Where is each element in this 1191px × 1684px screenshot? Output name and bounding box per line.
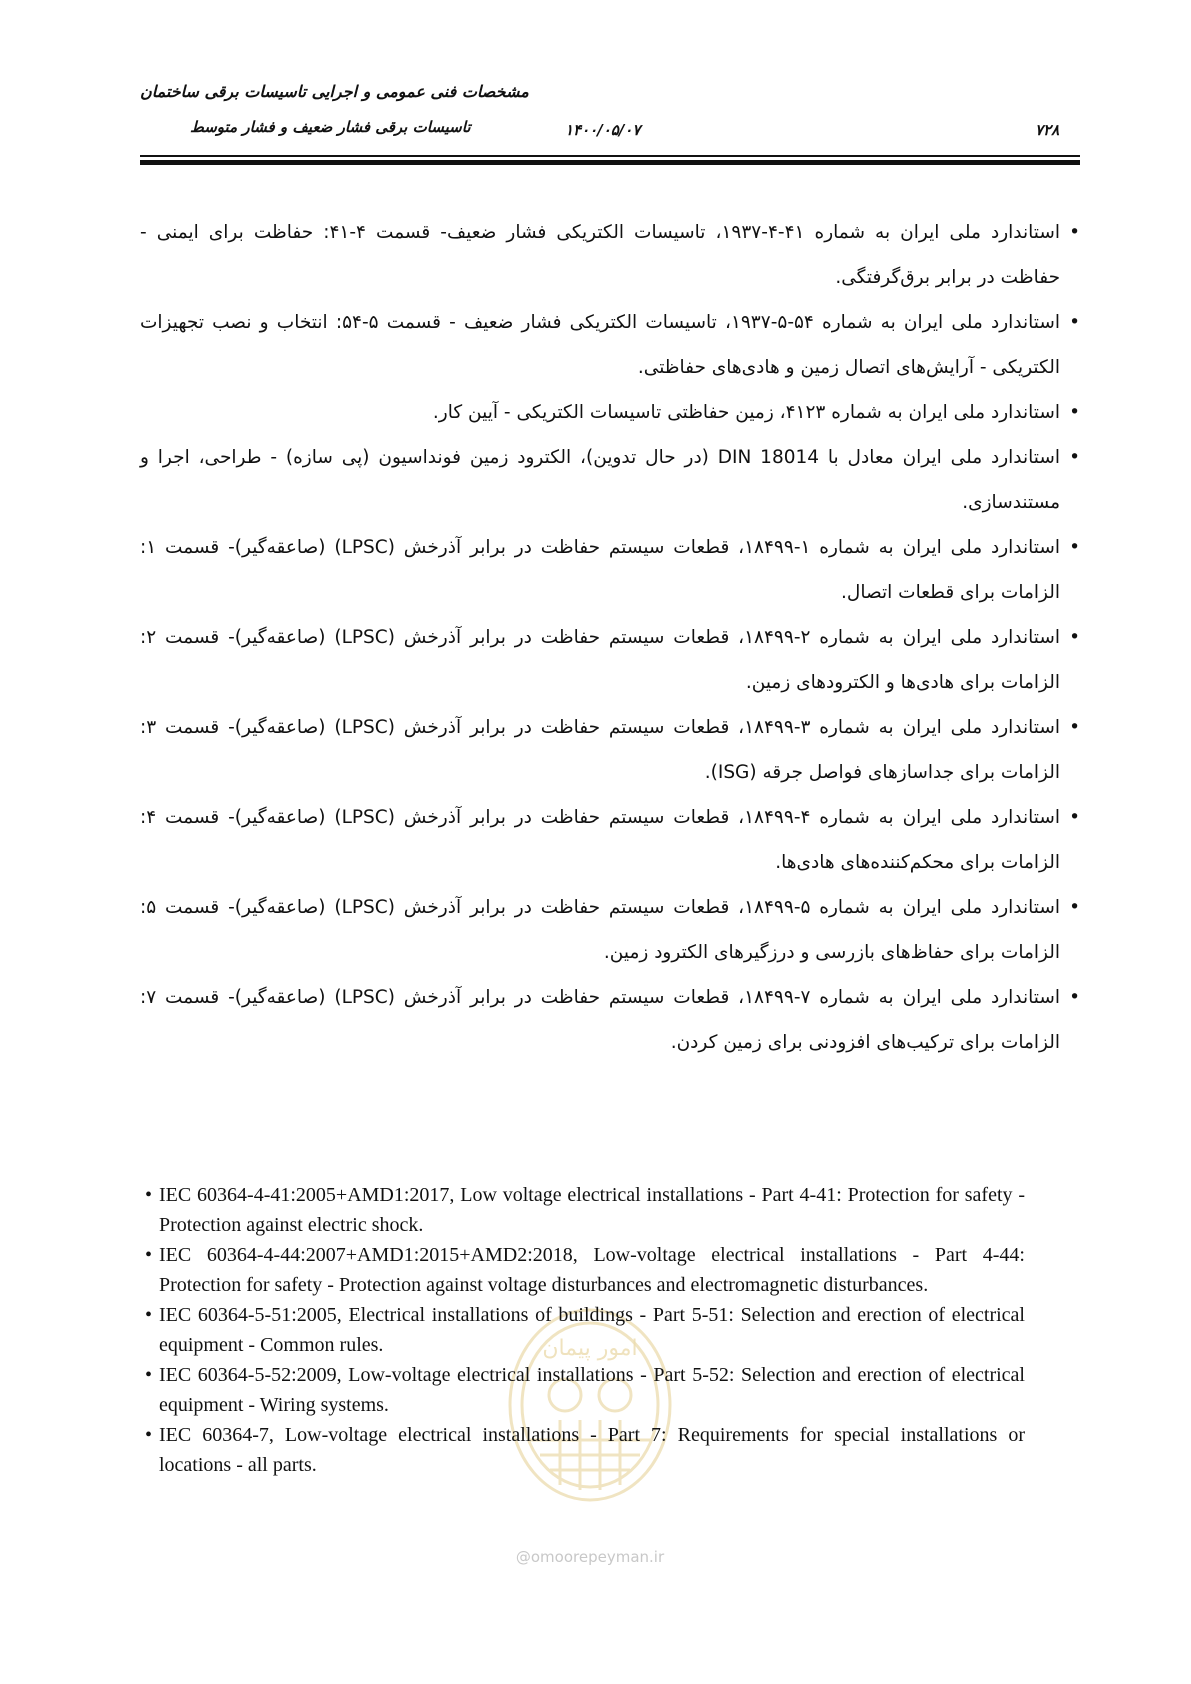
watermark-logo-text: امور پیمان (542, 1336, 638, 1361)
header-subtitle: تاسیسات برقی فشار ضعیف و فشار متوسط (190, 118, 471, 136)
list-item (140, 390, 1080, 435)
list-item-text: استاندارد ملی ایران به شماره ۱-۱۸۴۹۹، قطعات سیستم حفاظت در برابر آذرخش (LPSC) (صاعقه‌گیر)- قسمت ۱: الزامات برای قطعات اتصال. (140, 537, 1061, 603)
list-item-text: IEC 60364-4-44:2007+AMD1:2015+AMD2:2018, Low-voltage electrical installations - Part 4-44: Protection for safety - Protection against voltage disturbances and electromagnetic disturbances. (159, 1244, 1025, 1296)
list-item (145, 1420, 1025, 1480)
list-item-text: استاندارد ملی ایران به شماره ۵۴-۵-۱۹۳۷، تاسیسات الکتریکی فشار ضعیف - قسمت ۵-۵۴: انتخاب و نصب تجهیزات الکتریکی - آرایش‌های اتصال زمین و هادی‌های حفاظتی. (140, 312, 1060, 378)
header-title: مشخصات فنی عمومی و اجرایی تاسیسات برقی ساختمان (140, 82, 529, 101)
list-item-text: IEC 60364-4-41:2005+AMD1:2017, Low voltage electrical installations - Part 4-41: Protection for safety - Protection against electric shock. (159, 1184, 1025, 1236)
header-rule-thin (140, 155, 1080, 157)
list-item (145, 1180, 1025, 1240)
bullet-icon: • (145, 1244, 153, 1266)
bullet-icon: • (1069, 537, 1080, 558)
bullet-icon: • (145, 1184, 153, 1206)
bullet-icon: • (1069, 987, 1080, 1008)
list-item-text: استاندارد ملی ایران به شماره ۵-۱۸۴۹۹، قطعات سیستم حفاظت در برابر آذرخش (LPSC) (صاعقه‌گیر)- قسمت ۵: الزامات برای حفاظ‌های بازرسی و درزگیرهای الکترود زمین. (140, 897, 1061, 963)
list-item-text: استاندارد ملی ایران به شماره ۳-۱۸۴۹۹، قطعات سیستم حفاظت در برابر آذرخش (LPSC) (صاعقه‌گیر)- قسمت ۳: الزامات برای جداسازهای فواصل جرقه (ISG). (140, 717, 1061, 783)
bullet-icon: • (1069, 222, 1080, 243)
list-item (140, 300, 1080, 390)
bullet-icon: • (1069, 717, 1080, 738)
bullet-icon: • (1069, 627, 1080, 648)
list-item-text: استاندارد ملی ایران به شماره ۴۱۲۳، زمین حفاظتی تاسیسات الکتریکی - آیین کار. (432, 402, 1060, 423)
bullet-icon: • (1069, 402, 1080, 423)
page-header (0, 0, 1191, 180)
header-rule-thick (140, 160, 1080, 165)
list-item-text: استاندارد ملی ایران به شماره ۲-۱۸۴۹۹، قطعات سیستم حفاظت در برابر آذرخش (LPSC) (صاعقه‌گیر)- قسمت ۲: الزامات برای هادی‌ها و الکترودهای زمین. (140, 627, 1061, 693)
bullet-icon: • (1069, 312, 1080, 333)
list-item-text: IEC 60364-5-51:2005, Electrical installations of buildings - Part 5-51: Selection and erection of electrical equipment - Common rules. (159, 1304, 1025, 1356)
list-item (140, 885, 1080, 975)
watermark-site: @omoorepeyman.ir (515, 1548, 665, 1566)
list-item (140, 795, 1080, 885)
bullet-icon: • (145, 1364, 153, 1386)
list-item (140, 525, 1080, 615)
page-number: ۷۲۸ (1035, 121, 1060, 139)
bullet-icon: • (145, 1424, 153, 1446)
list-item (140, 705, 1080, 795)
list-item-text: استاندارد ملی ایران به شماره ۴-۱۸۴۹۹، قطعات سیستم حفاظت در برابر آذرخش (LPSC) (صاعقه‌گیر)- قسمت ۴: الزامات برای محکم‌کننده‌های هادی‌ها. (140, 807, 1061, 873)
header-date: ۱۴۰۰/۰۵/۰۷ (565, 121, 641, 139)
list-item (140, 210, 1080, 300)
list-item-text: استاندارد ملی ایران به شماره ۴۱-۴-۱۹۳۷، تاسیسات الکتریکی فشار ضعیف- قسمت ۴-۴۱: حفاظت برای ایمنی - حفاظت در برابر برق‌گرفتگی. (140, 222, 1061, 288)
bullet-icon: • (1069, 807, 1080, 828)
list-item (140, 435, 1080, 525)
list-item (140, 975, 1080, 1065)
list-item-text: استاندارد ملی ایران معادل با DIN 18014 (در حال تدوین)، الکترود زمین فونداسیون (پی سازه) - طراحی، اجرا و مستندسازی. (140, 447, 1061, 513)
bullet-icon: • (145, 1304, 153, 1326)
list-item (145, 1240, 1025, 1300)
list-item-text: IEC 60364-5-52:2009, Low-voltage electrical installations - Part 5-52: Selection and erection of electrical equipment - Wiring systems. (159, 1364, 1025, 1416)
bullet-icon: • (1069, 897, 1080, 918)
list-item-text: استاندارد ملی ایران به شماره ۷-۱۸۴۹۹، قطعات سیستم حفاظت در برابر آذرخش (LPSC) (صاعقه‌گیر)- قسمت ۷: الزامات برای ترکیب‌های افزودنی برای زمین کردن. (140, 987, 1061, 1053)
list-item (145, 1360, 1025, 1420)
bullet-icon: • (1069, 447, 1080, 468)
list-item (145, 1300, 1025, 1360)
list-item (140, 615, 1080, 705)
list-item-text: IEC 60364-7, Low-voltage electrical installations - Part 7: Requirements for special installations or locations - all parts. (159, 1424, 1025, 1476)
persian-standards-list (140, 210, 1080, 1065)
english-standards-list (145, 1180, 1025, 1480)
